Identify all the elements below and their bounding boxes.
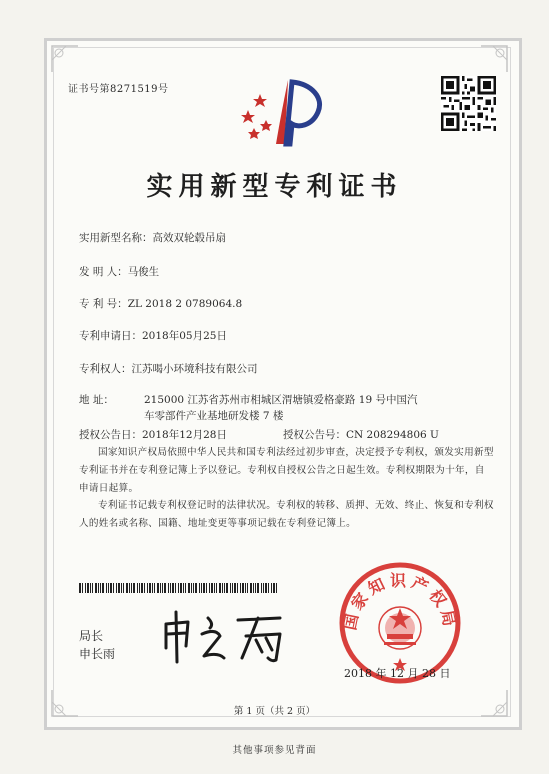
field-inventor xyxy=(79,264,159,279)
qr-code-icon xyxy=(441,76,496,131)
seal-text: 国家知识产权局 xyxy=(340,571,460,632)
page-indicator: 第 1 页（共 2 页） xyxy=(233,706,316,717)
field-label: 授权公告日： xyxy=(79,429,142,441)
field-value: 高效双轮毂吊扇 xyxy=(152,232,226,244)
field-label: 授权公告号： xyxy=(283,429,346,441)
field-grant-date xyxy=(79,427,227,442)
field-value: CN 208294806 U xyxy=(346,429,439,441)
field-value: 215000 江苏省苏州市相城区渭塘镇爱格豪路 19 号中国汽 xyxy=(144,394,418,406)
field-value: 马俊生 xyxy=(127,266,160,278)
footer-note: 其他事项参见背面 xyxy=(232,745,317,756)
cnipa-logo-icon xyxy=(240,74,328,150)
field-value: 2018年05月25日 xyxy=(142,330,227,342)
director-title: 局长 xyxy=(79,629,104,643)
corner-ornament-top-left xyxy=(50,44,80,74)
field-patentee xyxy=(79,361,258,376)
certificate-paragraph-register: 专利证书记载专利权登记时的法律状况。专利权的转移、质押、无效、终止、恢复和专利权人的姓名或名称、国籍、地址变更等事项记载在专利登记簿上。 xyxy=(79,500,494,529)
seal-date: 2018 年 12 月 28 日 xyxy=(344,667,451,680)
director-signature-icon xyxy=(162,606,292,666)
field-label: 地 址： xyxy=(79,394,114,406)
field-filing-date xyxy=(79,328,227,343)
director-name: 申长雨 xyxy=(79,647,116,661)
field-label: 发 明 人： xyxy=(79,266,128,278)
field-address-line2: 车零部件产业基地研发楼 7 楼 xyxy=(144,410,284,422)
field-grant-number xyxy=(283,427,439,442)
field-label: 专利权人： xyxy=(79,363,132,375)
certificate-number: 证书号第8271519号 xyxy=(68,84,169,95)
field-address xyxy=(79,392,417,407)
field-value: 2018年12月28日 xyxy=(142,429,227,441)
field-label: 实用新型名称： xyxy=(79,232,153,244)
field-label: 专 利 号： xyxy=(79,298,128,310)
field-value: 江苏喝小环境科技有限公司 xyxy=(131,363,258,375)
corner-ornament-top-right xyxy=(479,44,509,74)
barcode-icon xyxy=(79,578,279,588)
field-value: ZL 2018 2 0789064.8 xyxy=(127,298,243,310)
field-patent-number xyxy=(79,296,242,311)
field-label: 专利申请日： xyxy=(79,330,142,342)
certificate-title: 实用新型专利证书 xyxy=(146,172,403,202)
certificate-paragraph-grant: 国家知识产权局依照中华人民共和国专利法经过初步审查，决定授予专利权，颁发实用新型专利证书并在专利登记簿上予以登记。专利权自授权公告之日起生效。专利权期限为十年，自申请日起算。 xyxy=(79,447,494,494)
field-utility-model-name xyxy=(79,230,226,245)
